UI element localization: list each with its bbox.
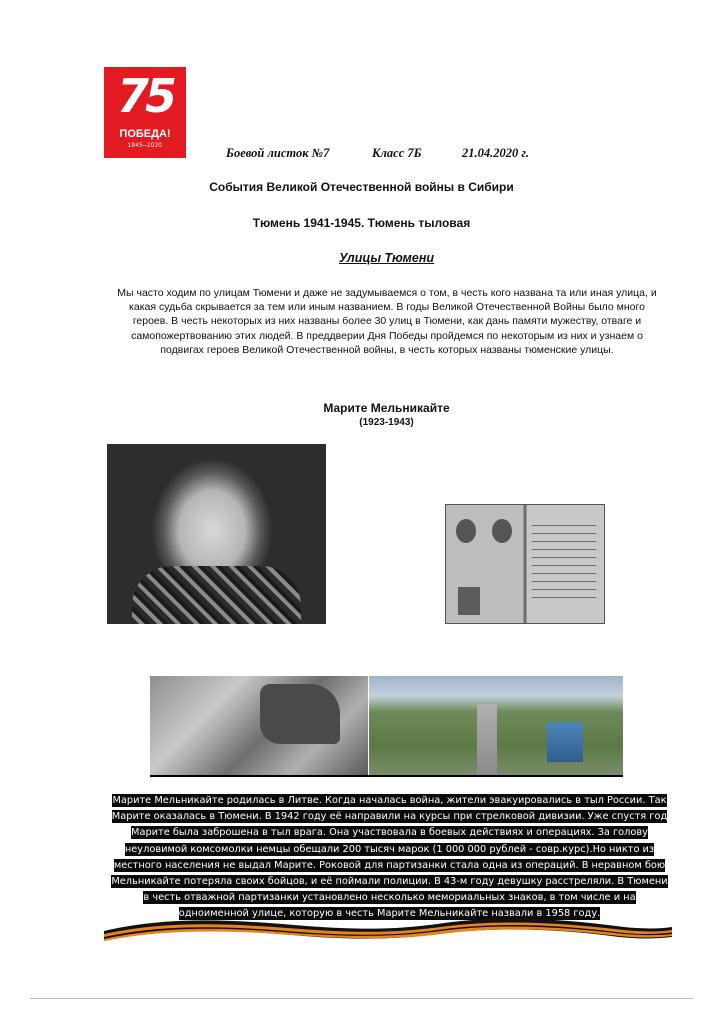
header-line [226,146,556,164]
logo-number: 75 [116,69,173,123]
issue-date: 21.04.2020 г. [462,146,529,160]
class-label: Класс 7Б [372,146,422,160]
person-name: Марите Мельникайте [323,401,450,415]
person-years: (1923-1943) [359,417,414,428]
document-text-lines [532,525,596,605]
monument-relief [260,684,340,744]
document-portrait [458,587,480,615]
main-title: События Великой Отечественной войны в Сибири [209,180,514,194]
section-title: Улицы Тюмени [338,251,435,265]
monument-photo [150,676,368,775]
portrait-photo [107,444,326,624]
logo-word: ПОБЕДА! [119,128,171,140]
document-emblem [456,519,476,543]
subtitle: Тюмень 1941-1945. Тюмень тыловая [252,216,471,230]
biography-highlight: Марите Мельникайте родилась в Литве. Когда началась война, жители эвакуировались в тыл России. Так Марите оказалась в Тюмени. В 1942 году её направили на курсы при стрелковой дивизии. Уже спустя год Марите была заброшена в тыл врага. Она участвовала в боевых действиях и операциях. За голову неуловимой комсомолки немцы обещали 200 тысяч марок (1 000 000 рублей - совр.курс).Но никто из местного населения не выдал Марите. Роковой для партизанки стала одна из операций. В неравном бою Мельникайте потеряла своих бойцов, и её поймали полиции. В 43-м году девушку расстреляли. В Тюмени в честь отважной партизанки установлено несколько мемориальных знаков, в том числе и на одноименной улице, которую в честь Марите Мельникайте назвали в 1958 году. [111,795,668,920]
st-george-ribbon [104,909,674,949]
document-emblem [492,519,512,543]
issue-number: Боевой листок №7 [226,146,330,160]
victory-75-logo [104,67,186,158]
biography-text [108,793,671,923]
logo-years: 1945–2020 [127,143,163,149]
page-bottom-rule [30,998,693,999]
intro-paragraph: Мы часто ходим по улицам Тюмени и даже не задумываемся о том, в честь кого названа та или иная улица, и какая судьба скрывается за тем или иным названием. В годы Великой Отечественной Войны было много героев. В честь некоторых из них названы более 30 улиц в Тюмени, как дань памяти мужеству, отваге и самопожертвованию этих людей. В преддверии Дня Победы пройдемся по некоторым из них и узнаем о подвигах героев Великой Отечественной войны, в честь которых названы тюменские улицы. [117,287,657,356]
portrait-scarf [132,566,301,624]
city-building [547,722,583,762]
city-street-photo [369,676,623,775]
photo-underline [150,775,623,777]
document-photo [445,504,605,624]
city-road [477,704,497,775]
